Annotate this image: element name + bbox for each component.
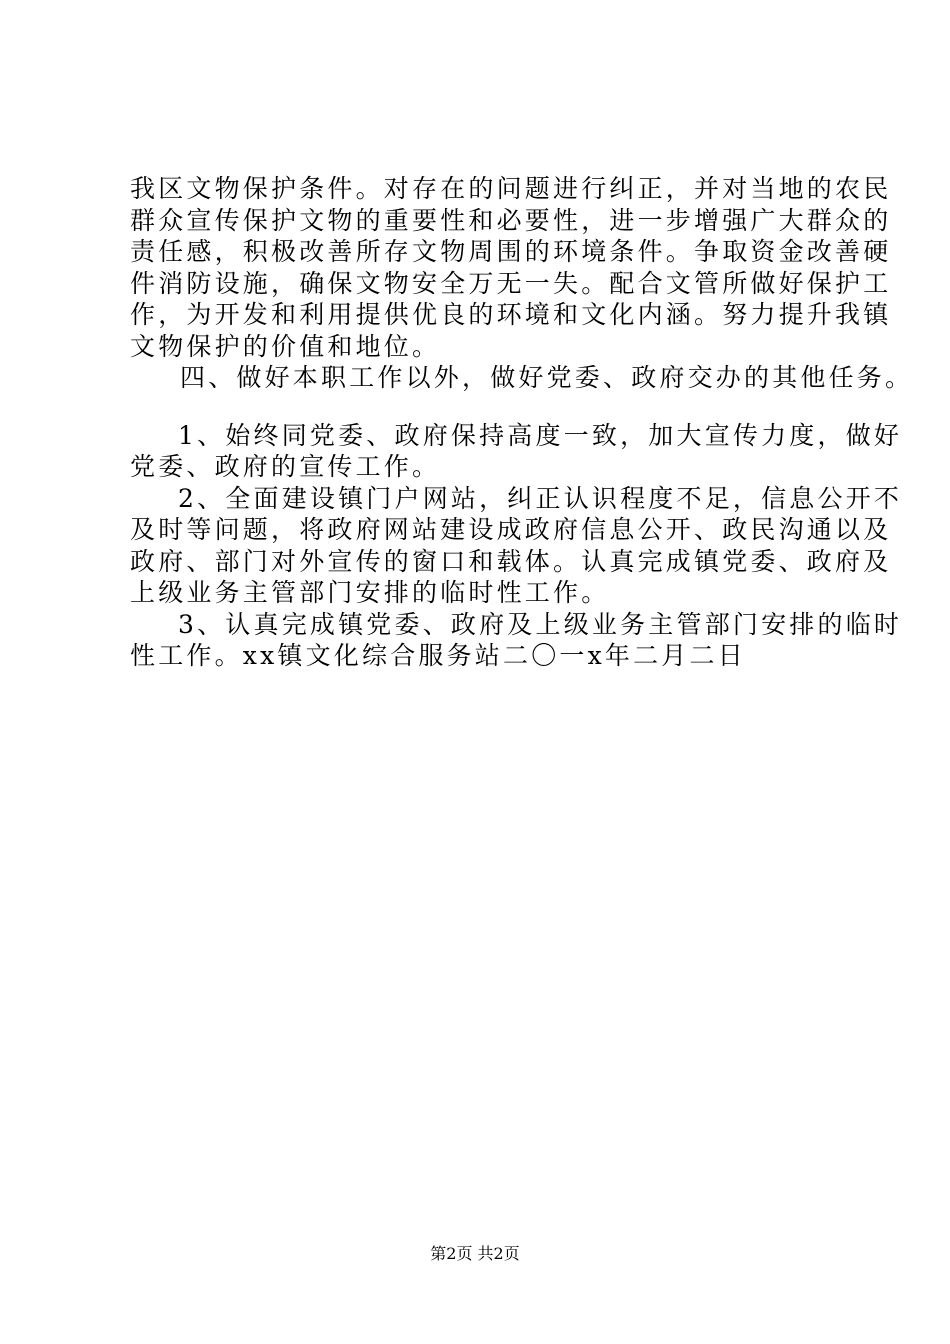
body-line: 上级业务主管部门安排的临时性工作。 [130, 578, 610, 607]
document-body [130, 173, 914, 672]
body-line: 党委、政府的宣传工作。 [130, 452, 441, 481]
body-line: 群众宣传保护文物的重要性和必要性，进一步增强广大群众的 [130, 205, 892, 235]
body-line: 性工作。xx镇文化综合服务站二〇一x年二月二日 [130, 641, 746, 670]
body-line: 责任感，积极改善所存文物周围的环境条件。争取资金改善硬 [130, 237, 892, 266]
body-line: 我区文物保护条件。对存在的问题进行纠正，并对当地的农民 [130, 174, 892, 203]
page-footer: 第2页 共2页 [430, 1244, 520, 1263]
section-heading: 四、做好本职工作以外，做好党委、政府交办的其他任务。 [180, 363, 914, 392]
list-item-line: 1、始终同党委、政府保持高度一致，加大宣传力度，做好 [178, 420, 903, 450]
paragraph-gap [130, 394, 830, 420]
body-line: 件消防设施，确保文物安全万无一失。配合文管所做好保护工 [130, 268, 892, 298]
body-line: 政府、部门对外宣传的窗口和载体。认真完成镇党委、政府及 [130, 546, 892, 576]
body-line: 作，为开发和利用提供优良的环境和文化内涵。努力提升我镇 [130, 300, 892, 329]
body-line: 文物保护的价值和地位。 [130, 331, 441, 361]
list-item-line: 2、全面建设镇门户网站，纠正认识程度不足，信息公开不 [178, 483, 903, 513]
body-line: 及时等问题，将政府网站建设成政府信息公开、政民沟通以及 [130, 515, 892, 544]
list-item-line: 3、认真完成镇党委、政府及上级业务主管部门安排的临时 [178, 609, 903, 639]
